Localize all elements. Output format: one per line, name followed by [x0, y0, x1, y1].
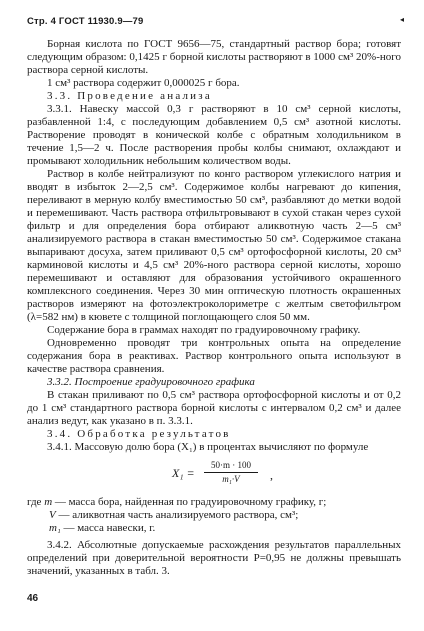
- definition-prefix: где: [27, 496, 45, 508]
- paragraph-boric-acid: Борная кислота по ГОСТ 9656—75, стандартный раствор бора; готовят следующим образом: 0,1425 г борной кислоты растворяют в 1000 см³ 20%-ного раствора серной кислоты.: [27, 38, 401, 76]
- paragraph-control-tests: Одновременно проводят три контрольных опыта на определение содержания бора в реактивах. Раствор контрольного опыта используют в качестве раствора сравнения.: [27, 337, 401, 375]
- formula-trail: ,: [270, 468, 273, 482]
- page-number: 46: [27, 593, 39, 604]
- paragraph-calibration: В стакан приливают по 0,5 см³ раствора ортофосфорной кислоты и от 0,2 до 1 см³ стандартного раствора борной кислоты с интервалом 0,2 см³ и далее анализ ведут, как указано в п. 3.3.1.: [27, 389, 401, 427]
- section-heading-results: 3.4. Обработка результатов: [47, 428, 231, 440]
- paragraph-3-4-1: 3.4.1. Массовую долю бора (X₁) в процентах вычисляют по формуле: [47, 441, 369, 453]
- definition-m1: [27, 522, 401, 535]
- formula-numerator: 50·m · 100: [211, 460, 251, 470]
- formula-denominator: m₁·V: [222, 474, 240, 484]
- page-body: [27, 38, 401, 578]
- formula-fraction: [204, 460, 258, 485]
- definition-symbol: V: [49, 509, 56, 521]
- formula-lhs: X₁ =: [172, 466, 195, 480]
- formula: [27, 458, 401, 490]
- section-heading-analysis: 3.3. Проведение анализа: [47, 90, 212, 102]
- paragraph-neutralization: Раствор в колбе нейтрализуют по конго раствором углекислого натрия и вводят в избыток 2—2,5 см³. Содержимое колбы нагревают до кипения, переливают в мерную колбу вместимостью 50 см³, разбавляют до метки водой и перемешивают. Часть раствора отфильтровывают в сухой стакан через сухой фильтр и для определения бора отбирают аликвотную часть 2—5 см³ анализируемого раствора в стакан вместимостью 50 см³. Содержимое стакана выпаривают досуха, затем приливают 0,5 см³ ортофосфорной кислоты, 20 см³ карминовой кислоты и 4,5 см³ 20%-ного раствора серной кислоты, хорошо перемешивают и оставляют для образования устойчивого окрашенного комплексного соединения. Через 30 мин оптическую плотность окрашенных растворов измеряют на фотоэлектроколориметре с желтым светофильтром (λ=582 нм) в кювете с толщиной поглощающего слоя 50 мм.: [27, 168, 401, 323]
- definition-v: [27, 509, 401, 522]
- definition-symbol: m₁: [49, 522, 61, 534]
- definition-m: [27, 496, 401, 509]
- definition-text: — аликвотная часть анализируемого раствора, см³;: [55, 509, 299, 521]
- page-header: Стр. 4 ГОСТ 11930.9—79: [27, 16, 144, 27]
- paragraph-3-4-2: 3.4.2. Абсолютные допускаемые расхождения результатов параллельных определений при доверительной вероятности P=0,95 не должны превышать значений, указанных в табл. 3.: [27, 539, 401, 577]
- definition-text: — масса навески, г.: [60, 522, 156, 534]
- definition-text: — масса бора, найденная по градуировочному графику, г;: [52, 496, 327, 508]
- definition-symbol: m: [44, 496, 53, 508]
- paragraph-3-3-1: 3.3.1. Навеску массой 0,3 г растворяют в 10 см³ серной кислоты, разбавленной 1:4, с последующим добавлением 0,5 см³ азотной кислоты. Растворение проводят в конической колбе с обратным холодильником в течение 1,5—2 ч. После растворения пробы колбы снимают, охлаждают и промывают холодильник небольшим количеством воды.: [27, 103, 401, 167]
- paragraph-boron-content: Содержание бора в граммах находят по градуировочному графику.: [47, 324, 361, 336]
- section-heading-calibration: 3.3.2. Построение градуировочного графика: [47, 376, 255, 388]
- paragraph-solution-content: 1 см³ раствора содержит 0,000025 г бора.: [47, 77, 240, 89]
- margin-mark: ◂: [400, 15, 405, 24]
- fraction-bar: [204, 472, 258, 473]
